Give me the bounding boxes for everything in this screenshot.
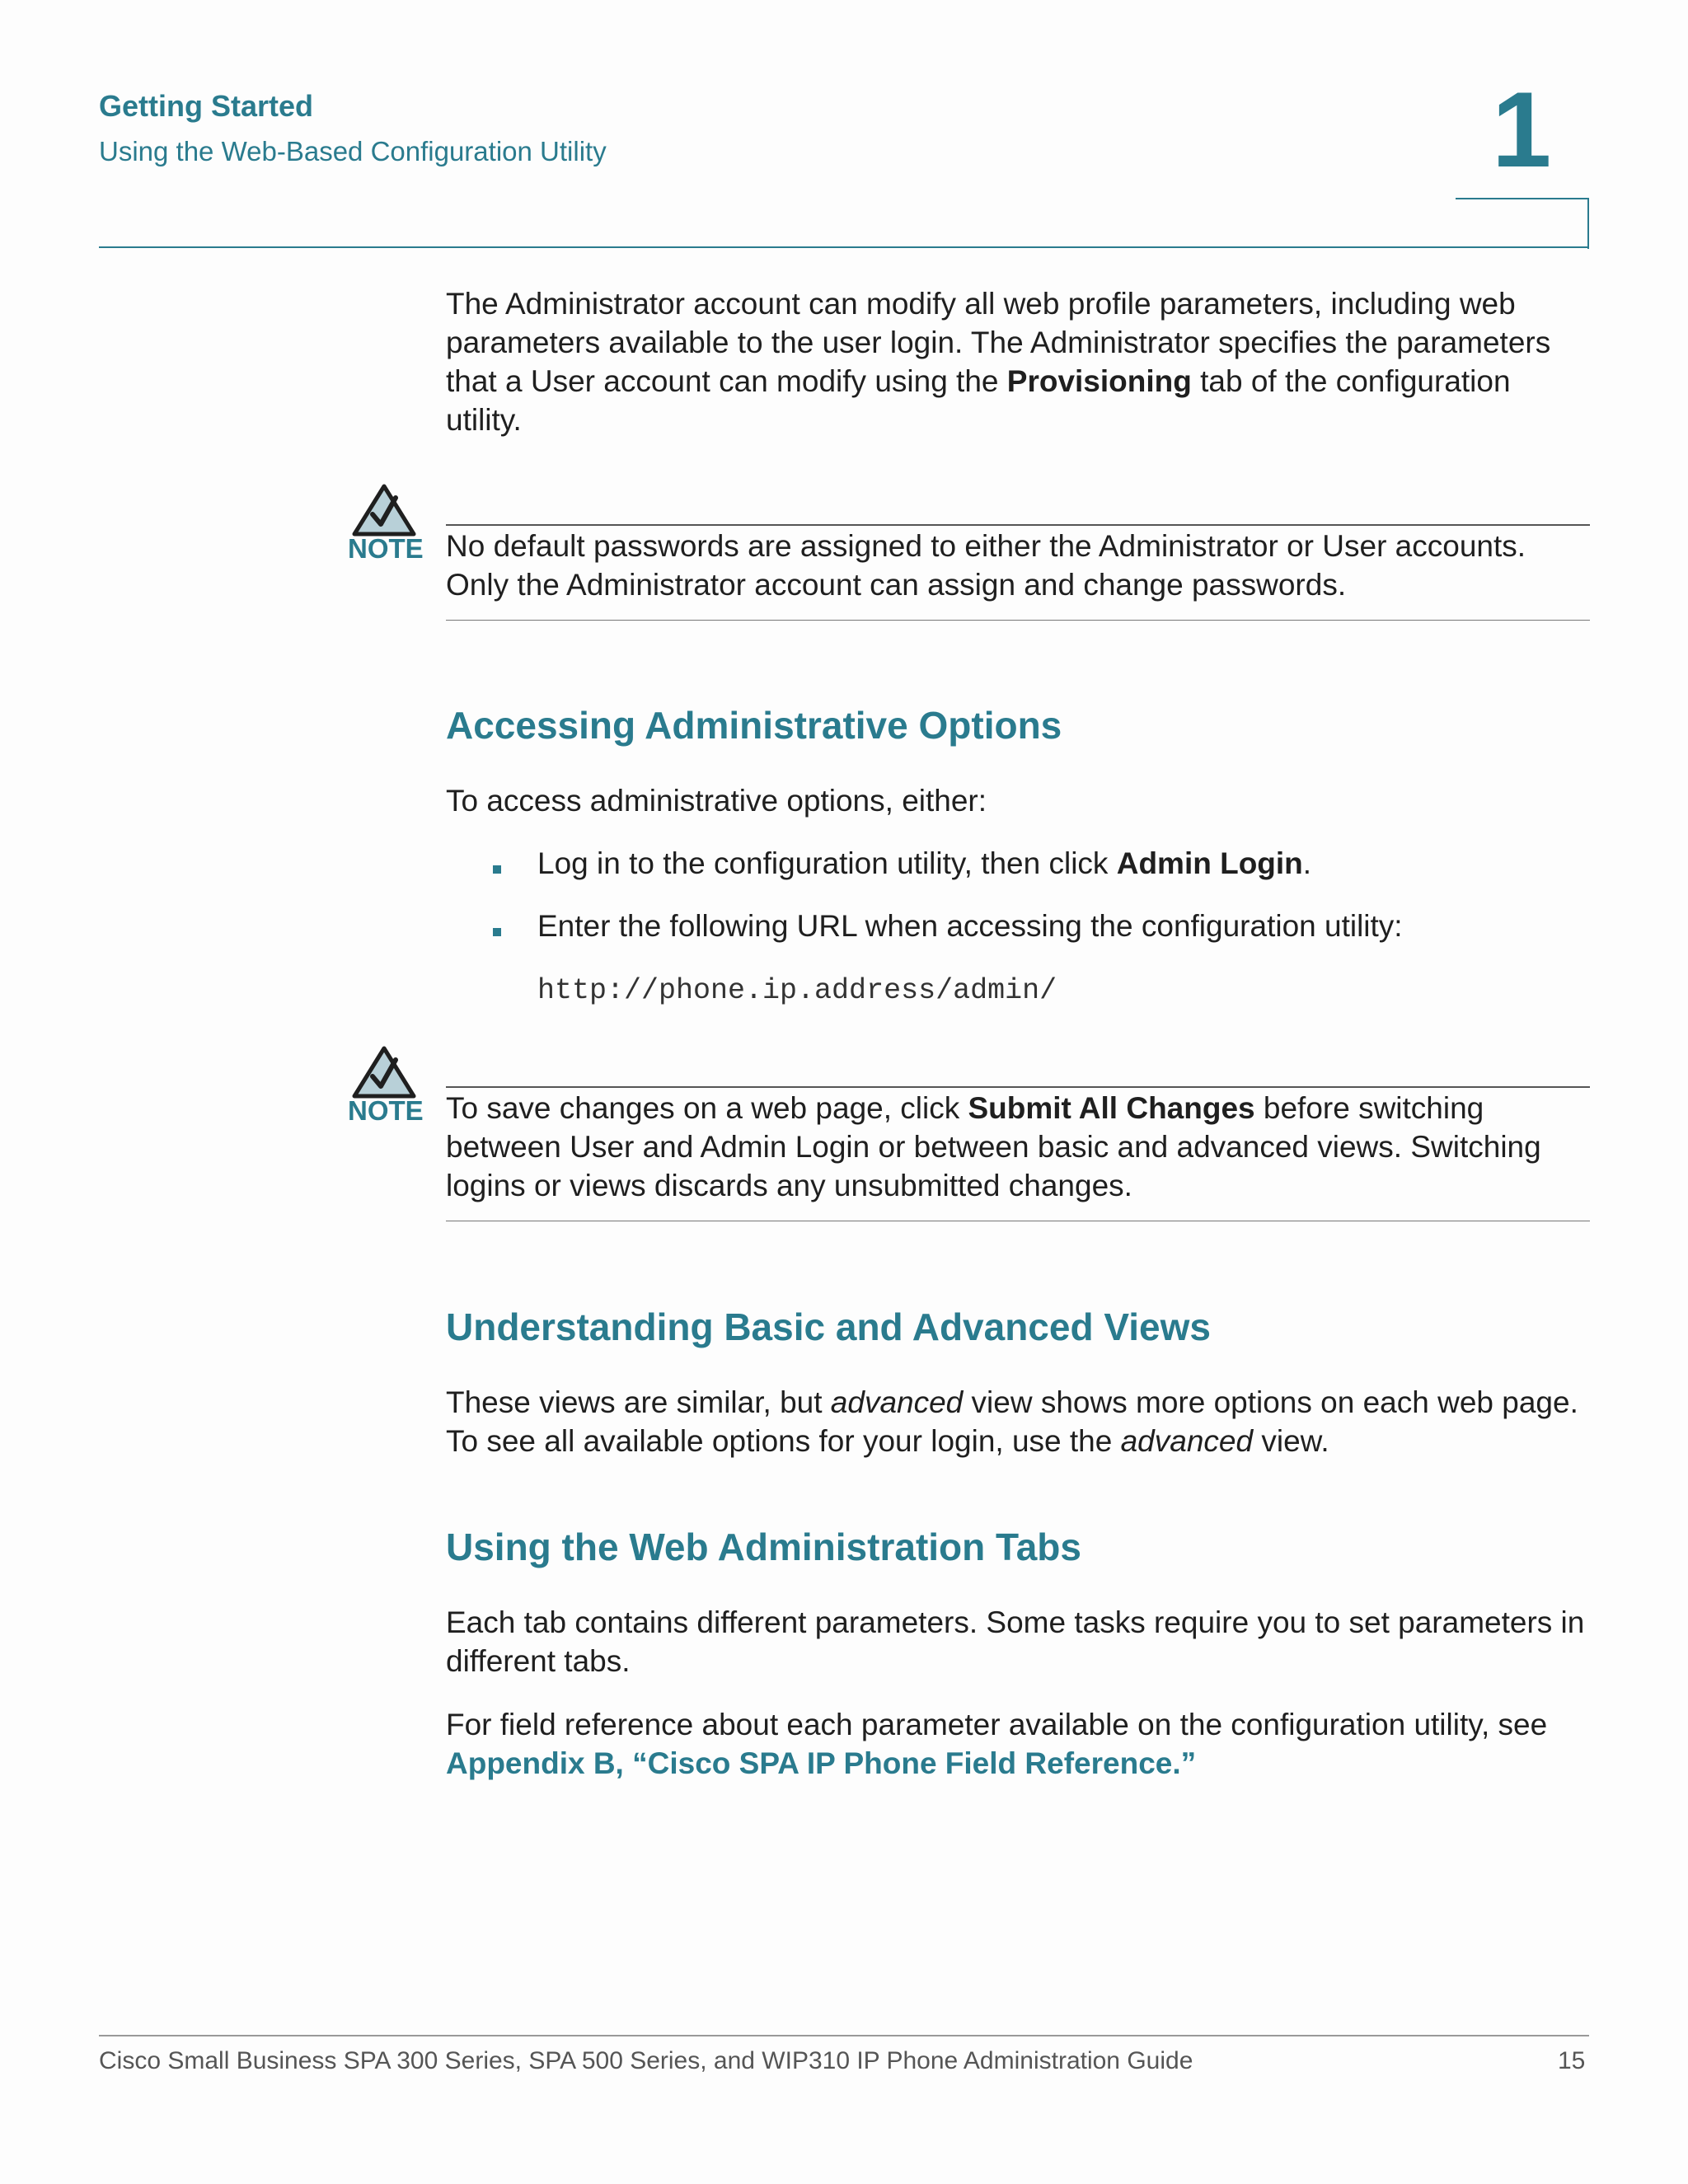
header-rule — [99, 246, 1589, 248]
note2-text-2: before switching between User and Admin Login or between basic and advanced views. Switching logins or views discards any unsubmitted changes. — [446, 1091, 1541, 1202]
appendix-b-link[interactable]: Appendix B, “Cisco SPA IP Phone Field Reference.” — [446, 1746, 1197, 1780]
heading-basic-advanced-views: Understanding Basic and Advanced Views — [446, 1305, 1211, 1348]
intro-paragraph — [446, 284, 1592, 439]
running-header-subsection: Using the Web-Based Configuration Utility — [99, 136, 607, 166]
views-text-2: view shows more options on each web page. To see all available options for your login, use the — [446, 1385, 1578, 1458]
tabs-paragraph-2 — [446, 1705, 1592, 1783]
provisioning-term: Provisioning — [1006, 364, 1192, 398]
note1-top-rule — [446, 524, 1590, 526]
advanced-term: advanced — [830, 1385, 964, 1419]
footer-guide-title: Cisco Small Business SPA 300 Series, SPA 500 Series, and WIP310 IP Phone Administration Guide — [99, 2047, 1193, 2074]
note1-bottom-rule — [446, 620, 1590, 621]
bullet-item-url: Enter the following URL when accessing the configuration utility: — [537, 909, 1403, 943]
tabs-paragraph-1: Each tab contains different parameters. Some tasks require you to set parameters in different tabs. — [446, 1605, 1585, 1678]
admin-login-term: Admin Login — [1116, 846, 1303, 880]
note2-text-1: To save changes on a web page, click — [446, 1091, 968, 1125]
note1-text: No default passwords are assigned to either the Administrator or User accounts. Only the Administrator account can assign and change passwords. — [446, 529, 1526, 602]
views-text-3: view. — [1253, 1424, 1329, 1458]
note-check-icon — [351, 1045, 417, 1099]
bullet-marker — [493, 865, 501, 874]
bullet1-text: Log in to the configuration utility, then click — [537, 846, 1117, 880]
footer-rule — [99, 2035, 1589, 2036]
note2-top-rule — [446, 1086, 1590, 1088]
note2-label: NOTE — [348, 1095, 424, 1126]
bullet-marker — [493, 928, 501, 936]
submit-all-changes-term: Submit All Changes — [968, 1091, 1255, 1125]
page-number: 15 — [1558, 2047, 1586, 2074]
bullet1-period: . — [1302, 846, 1312, 880]
chapter-number: 1 — [1492, 69, 1552, 190]
advanced-term: advanced — [1120, 1424, 1254, 1458]
heading-web-admin-tabs: Using the Web Administration Tabs — [446, 1526, 1081, 1568]
note1-label: NOTE — [348, 533, 424, 564]
running-header-section: Getting Started — [99, 89, 314, 123]
intro-text-1: The Administrator account can modify all web profile parameters, including web parameters available to the user login. The Administrator specifies the parameters that a User account can modify using the — [446, 287, 1551, 398]
bullet-item-admin-login — [537, 844, 1311, 883]
views-paragraph — [446, 1383, 1592, 1460]
admin-url: http://phone.ip.address/admin/ — [537, 974, 1057, 1007]
intro-text-2: tab of the configuration utility. — [446, 364, 1511, 437]
views-text-1: These views are similar, but — [446, 1385, 831, 1419]
note2-text — [446, 1089, 1592, 1205]
tabs-paragraph-2-text: For field reference about each parameter available on the configuration utility, see — [446, 1708, 1548, 1741]
note-check-icon — [351, 483, 417, 537]
chapter-tab-frame — [1456, 198, 1589, 249]
admin-intro: To access administrative options, either: — [446, 784, 987, 818]
heading-accessing-admin-options: Accessing Administrative Options — [446, 704, 1062, 747]
